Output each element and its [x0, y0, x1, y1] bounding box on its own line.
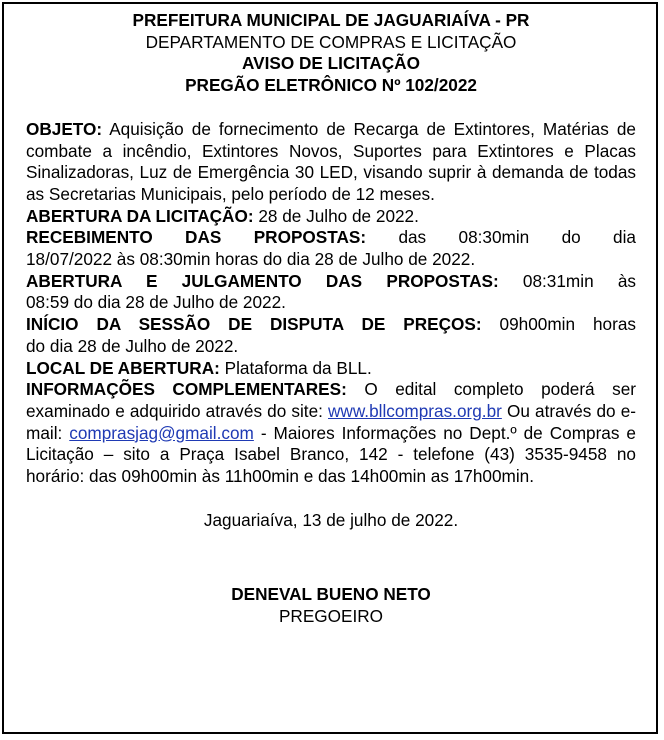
notice-frame	[2, 2, 658, 734]
informacoes-text-c: - Maiores Informações no Dept.º de Compras e Licitação – sito a Praça Isabel Branco, 142 - telefone (43) 3535-9458 no horário: das 09h00min às 11h00min e das 14h00min as 17h00min.	[26, 422, 636, 487]
objeto-text: Aquisição de fornecimento de Recarga de Extintores, Matérias de combate a incêndio, Extintores Novos, Suportes para Extintores e Placas Sinalizadoras, Luz de Emergência 30 LED, visando suprir à demanda de todas as Secretarias Municipais, pelo período de 12 meses.	[26, 118, 636, 204]
julgamento-line-1	[26, 271, 636, 293]
recebimento-label: RECEBIMENTO DAS PROPOSTAS:	[26, 227, 367, 248]
julgamento-label: ABERTURA E JULGAMENTO DAS PROPOSTAS:	[26, 270, 499, 291]
recebimento-text-1: das 08:30min do dia	[366, 227, 636, 248]
disputa-text-1: 09h00min horas	[481, 314, 636, 335]
email-link[interactable]: comprasjag@gmail.com	[69, 422, 254, 443]
local-paragraph	[26, 358, 636, 380]
julgamento-text-2: 08:59 do dia 28 de Julho de 2022.	[26, 292, 286, 313]
recebimento-text-2: 18/07/2022 às 08:30min horas do dia 28 de Julho de 2022.	[26, 249, 476, 270]
notice-content	[4, 4, 656, 628]
header-auction-number: PREGÃO ELETRÔNICO Nº 102/2022	[185, 75, 477, 96]
header-municipality: PREFEITURA MUNICIPAL DE JAGUARIAÍVA - PR	[132, 10, 530, 30]
informacoes-text-a: O edital completo poderá ser examinado e adquirido através do site:	[26, 379, 636, 421]
signature-role: PREGOEIRO	[278, 606, 384, 627]
disputa-text-2: do dia 28 de Julho de 2022.	[26, 335, 239, 356]
recebimento-paragraph	[26, 227, 636, 270]
signature-name: DENEVAL BUENO NETO	[231, 584, 431, 605]
informacoes-label: INFORMAÇÕES COMPLEMENTARES:	[26, 379, 347, 400]
site-link[interactable]: www.bllcompras.org.br	[328, 400, 502, 421]
julgamento-paragraph	[26, 271, 636, 314]
abertura-licitacao-paragraph	[26, 206, 636, 228]
abertura-licitacao-label: ABERTURA DA LICITAÇÃO:	[26, 205, 254, 226]
local-text: Plataforma da BLL.	[219, 357, 372, 378]
place-date: Jaguariaíva, 13 de julho de 2022.	[203, 509, 459, 530]
recebimento-line-1	[26, 227, 636, 249]
disputa-label: INÍCIO DA SESSÃO DE DISPUTA DE PREÇOS:	[26, 314, 482, 335]
spacer	[26, 97, 636, 119]
disputa-paragraph	[26, 314, 636, 357]
header-department: DEPARTAMENTO DE COMPRAS E LICITAÇÃO	[145, 31, 517, 52]
julgamento-text-1: 08:31min às	[498, 270, 636, 291]
informacoes-paragraph	[26, 379, 636, 488]
disputa-line-1	[26, 314, 636, 336]
spacer	[26, 531, 636, 584]
local-label: LOCAL DE ABERTURA:	[26, 357, 220, 378]
objeto-label: OBJETO:	[26, 118, 103, 139]
objeto-paragraph	[26, 119, 636, 206]
abertura-licitacao-text: 28 de Julho de 2022.	[253, 205, 419, 226]
header-notice-title: AVISO DE LICITAÇÃO	[242, 53, 420, 74]
informacoes-text-b: Ou através do e-mail:	[26, 400, 636, 443]
